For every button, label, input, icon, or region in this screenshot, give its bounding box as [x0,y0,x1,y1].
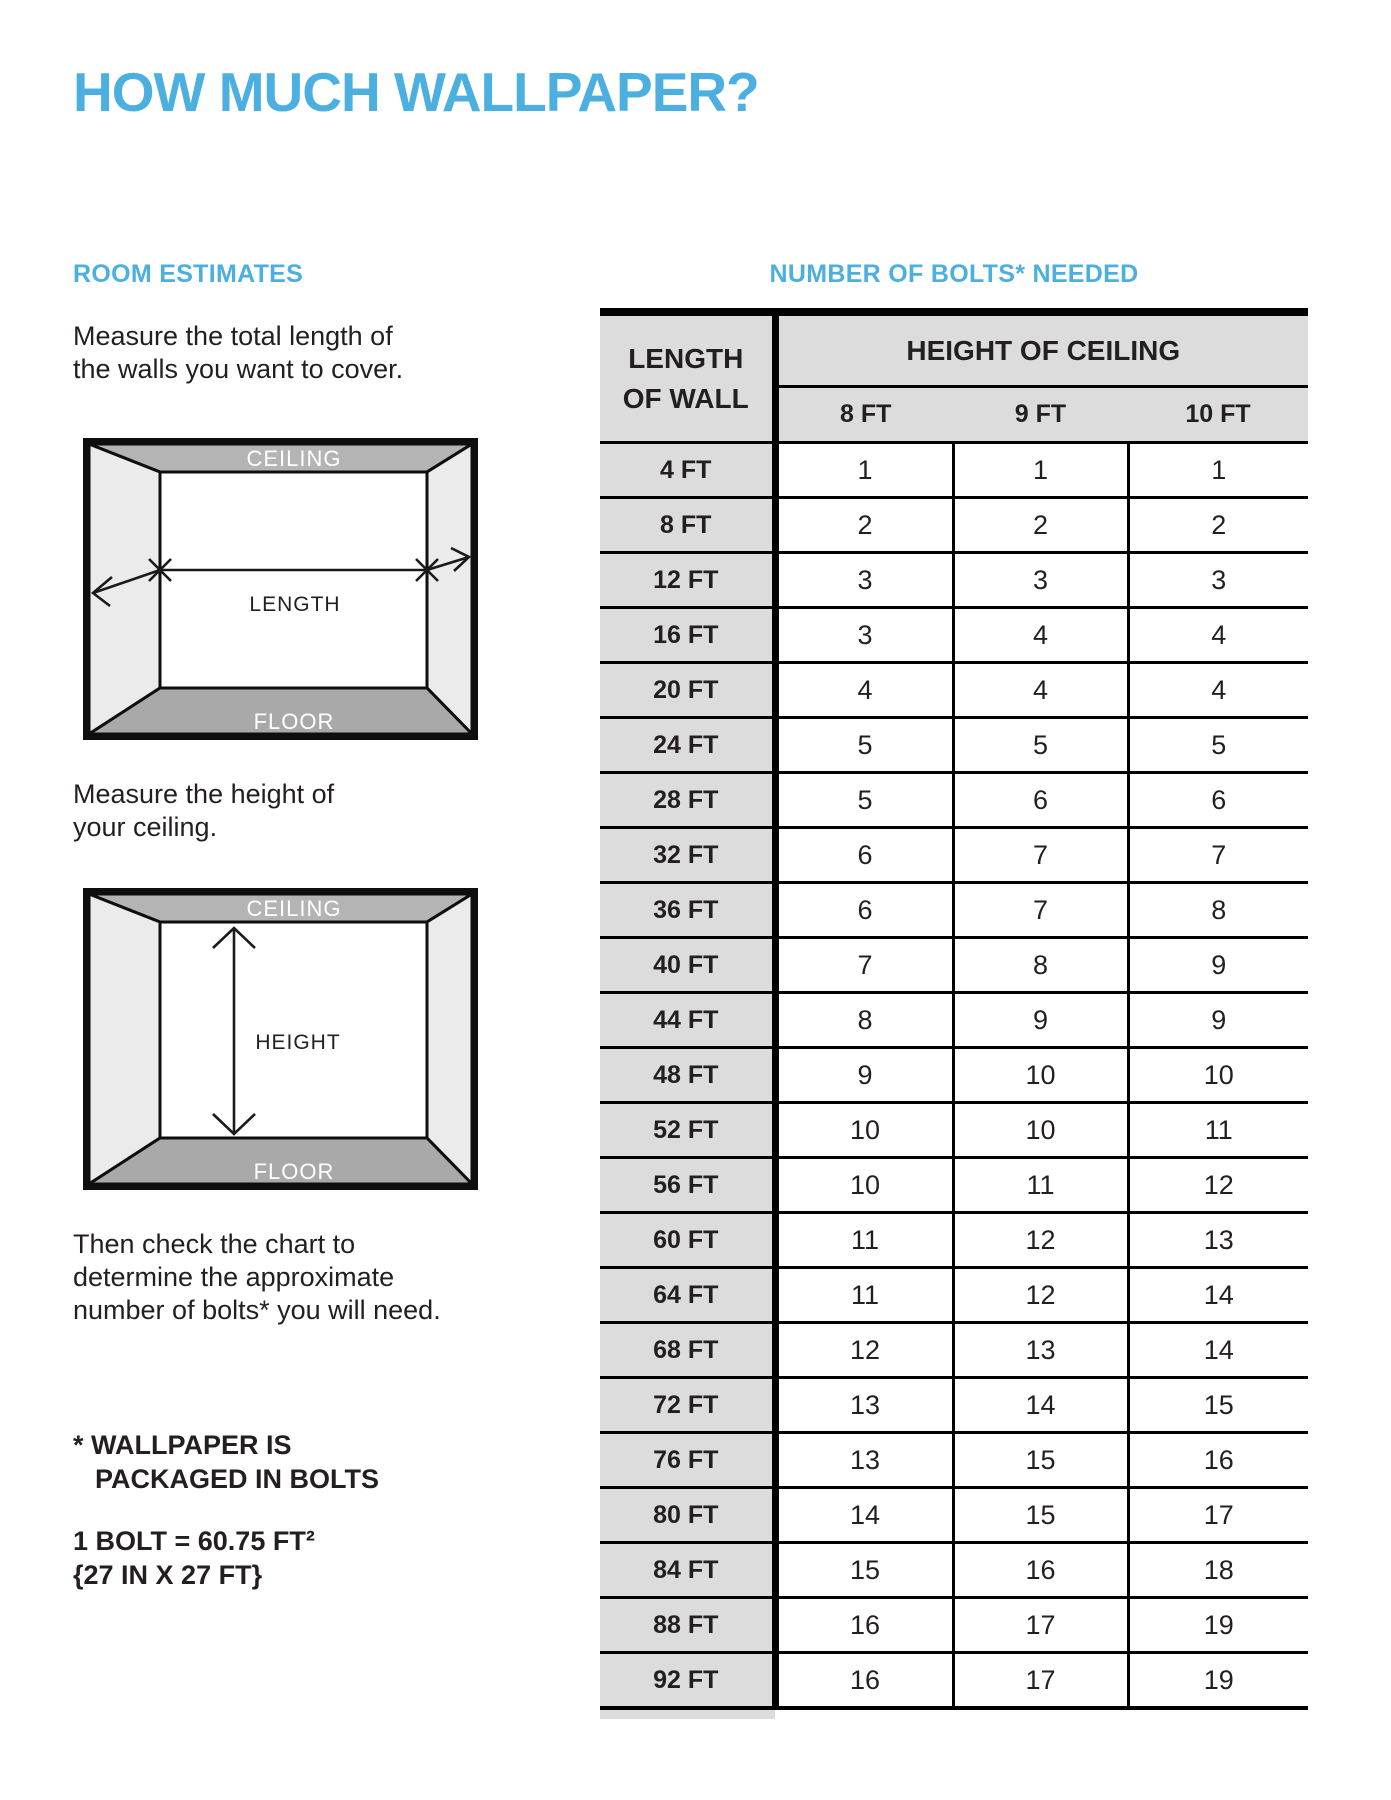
value-cell: 4 [953,608,1128,663]
back-wall-plane [160,472,427,688]
value-cell: 14 [1128,1268,1308,1323]
text-line: the walls you want to cover. [73,354,404,384]
value-cell: 7 [953,828,1128,883]
floor-label: FLOOR [253,709,335,734]
table-row [600,1268,1308,1323]
value-cell: 13 [953,1323,1128,1378]
value-cell: 17 [953,1653,1128,1709]
room-estimates-heading: ROOM ESTIMATES [73,260,304,288]
row-label-cell: 40 FT [600,938,775,993]
table-row [600,1048,1308,1103]
value-cell: 8 [1128,883,1308,938]
ceiling-label: CEILING [246,896,342,921]
height-label: HEIGHT [255,1031,341,1054]
row-label-cell: 84 FT [600,1543,775,1598]
text-line: Measure the height of [73,779,335,809]
table-row [600,498,1308,553]
value-cell: 14 [953,1378,1128,1433]
value-cell: 3 [1128,553,1308,608]
row-label-cell: 80 FT [600,1488,775,1543]
text-line: {27 IN X 27 FT} [73,1560,263,1590]
left-wall-plane [89,894,160,1184]
table-row [600,1323,1308,1378]
value-cell: 18 [1128,1543,1308,1598]
value-cell: 10 [953,1048,1128,1103]
value-cell: 5 [775,773,953,828]
value-cell: 5 [953,718,1128,773]
room-length-diagram-svg [83,438,478,740]
value-cell: 15 [953,1488,1128,1543]
value-cell: 11 [775,1268,953,1323]
value-cell: 8 [775,993,953,1048]
value-cell: 7 [953,883,1128,938]
row-label-cell: 52 FT [600,1103,775,1158]
value-cell: 16 [953,1543,1128,1598]
table-row [600,828,1308,883]
column-header-9ft: 9 FT [953,387,1128,443]
value-cell: 5 [775,718,953,773]
bolts-table-heading: NUMBER OF BOLTS* NEEDED [769,260,1139,288]
value-cell: 19 [1128,1598,1308,1653]
row-label-cell: 28 FT [600,773,775,828]
table-footer-stub [600,1710,775,1719]
value-cell: 2 [775,498,953,553]
value-cell: 16 [775,1598,953,1653]
check-chart-text [73,1228,441,1327]
text-line: LENGTH [628,342,744,374]
row-label-cell: 20 FT [600,663,775,718]
value-cell: 5 [1128,718,1308,773]
table-row [600,1103,1308,1158]
table-row [600,1433,1308,1488]
room-height-diagram [83,888,478,1190]
text-line: Measure the total length of [73,321,393,351]
value-cell: 19 [1128,1653,1308,1709]
value-cell: 13 [775,1433,953,1488]
text-line: Then check the chart to [73,1229,356,1259]
table-row [600,1158,1308,1213]
value-cell: 9 [775,1048,953,1103]
bolts-table-body [600,443,1308,1709]
text-line: 1 BOLT = 60.75 FT² [73,1526,315,1556]
row-label-cell: 8 FT [600,498,775,553]
ceiling-label: CEILING [246,446,342,471]
value-cell: 7 [1128,828,1308,883]
row-label-cell: 68 FT [600,1323,775,1378]
value-cell: 16 [1128,1433,1308,1488]
value-cell: 12 [953,1268,1128,1323]
table-row [600,1543,1308,1598]
row-label-cell: 72 FT [600,1378,775,1433]
table-row [600,718,1308,773]
value-cell: 4 [953,663,1128,718]
value-cell: 6 [775,883,953,938]
column-header-8ft: 8 FT [775,387,953,443]
column-header-10ft: 10 FT [1128,387,1308,443]
table-row [600,663,1308,718]
row-label-cell: 88 FT [600,1598,775,1653]
text-line: number of bolts* you will need. [73,1295,441,1325]
text-line: determine the approximate [73,1262,395,1292]
value-cell: 1 [953,443,1128,498]
value-cell: 3 [775,608,953,663]
value-cell: 10 [1128,1048,1308,1103]
table-row [600,608,1308,663]
value-cell: 17 [953,1598,1128,1653]
table-row [600,938,1308,993]
bolts-footnote [73,1428,379,1496]
value-cell: 17 [1128,1488,1308,1543]
value-cell: 8 [953,938,1128,993]
value-cell: 15 [1128,1378,1308,1433]
value-cell: 9 [1128,938,1308,993]
value-cell: 2 [1128,498,1308,553]
text-line: PACKAGED IN BOLTS [95,1464,380,1494]
room-height-diagram-svg [83,888,478,1190]
measure-height-text [73,778,334,844]
value-cell: 1 [775,443,953,498]
value-cell: 13 [775,1378,953,1433]
row-dimension-header [600,312,775,443]
page-title: HOW MUCH WALLPAPER? [73,61,759,123]
value-cell: 12 [775,1323,953,1378]
row-label-cell: 24 FT [600,718,775,773]
table-row [600,883,1308,938]
row-label-cell: 44 FT [600,993,775,1048]
table-row [600,443,1308,498]
value-cell: 10 [953,1103,1128,1158]
length-label: LENGTH [249,593,341,616]
table-row [600,553,1308,608]
bolts-table-container [600,308,1308,1719]
value-cell: 6 [1128,773,1308,828]
bolts-table [600,308,1308,1710]
measure-length-text [73,320,403,386]
text-line: your ceiling. [73,812,218,842]
row-label-cell: 16 FT [600,608,775,663]
row-label-cell: 92 FT [600,1653,775,1709]
table-row [600,1653,1308,1709]
table-header-row-1 [600,312,1308,387]
value-cell: 1 [1128,443,1308,498]
value-cell: 12 [953,1213,1128,1268]
value-cell: 2 [953,498,1128,553]
value-cell: 4 [775,663,953,718]
value-cell: 11 [775,1213,953,1268]
value-cell: 14 [775,1488,953,1543]
value-cell: 10 [775,1103,953,1158]
value-cell: 14 [1128,1323,1308,1378]
text-line: * WALLPAPER IS [73,1430,292,1460]
value-cell: 6 [953,773,1128,828]
column-dimension-header: HEIGHT OF CEILING [775,312,1308,387]
row-label-cell: 76 FT [600,1433,775,1488]
row-label-cell: 36 FT [600,883,775,938]
value-cell: 9 [953,993,1128,1048]
row-label-cell: 32 FT [600,828,775,883]
table-row [600,1488,1308,1543]
row-label-cell: 64 FT [600,1268,775,1323]
row-label-cell: 56 FT [600,1158,775,1213]
table-row [600,1213,1308,1268]
value-cell: 11 [953,1158,1128,1213]
value-cell: 11 [1128,1103,1308,1158]
room-length-diagram [83,438,478,740]
table-row [600,773,1308,828]
value-cell: 15 [775,1543,953,1598]
value-cell: 10 [775,1158,953,1213]
row-label-cell: 48 FT [600,1048,775,1103]
table-row [600,1598,1308,1653]
value-cell: 12 [1128,1158,1308,1213]
value-cell: 6 [775,828,953,883]
value-cell: 4 [1128,608,1308,663]
value-cell: 3 [775,553,953,608]
value-cell: 9 [1128,993,1308,1048]
row-label-cell: 4 FT [600,443,775,498]
value-cell: 16 [775,1653,953,1709]
text-line: OF WALL [622,382,749,414]
value-cell: 15 [953,1433,1128,1488]
table-row [600,1378,1308,1433]
bolt-size-note [73,1524,315,1592]
value-cell: 13 [1128,1213,1308,1268]
value-cell: 7 [775,938,953,993]
row-label-cell: 60 FT [600,1213,775,1268]
value-cell: 3 [953,553,1128,608]
value-cell: 4 [1128,663,1308,718]
floor-label: FLOOR [253,1159,335,1184]
table-row [600,993,1308,1048]
right-wall-plane [427,444,472,734]
right-wall-plane [427,894,472,1184]
row-label-cell: 12 FT [600,553,775,608]
back-wall-plane [160,922,427,1138]
